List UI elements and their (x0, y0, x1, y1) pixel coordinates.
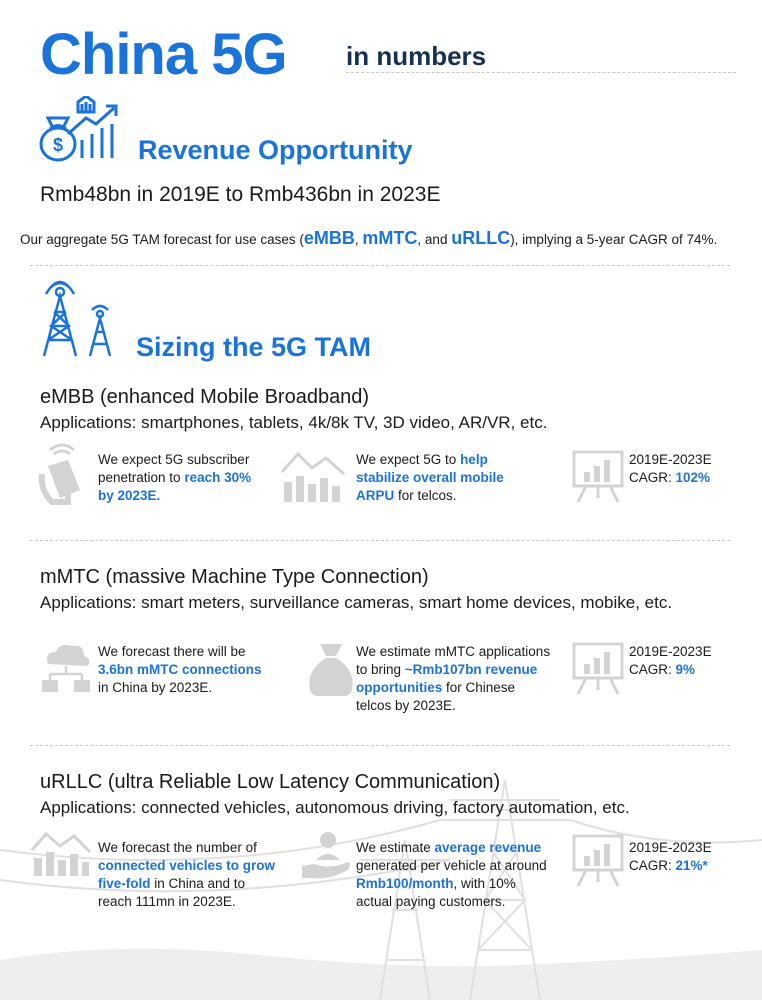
presentation-board-icon (570, 640, 626, 696)
embb-cagr-value: 102% (675, 470, 711, 485)
embb-applications: Applications: smartphones, tablets, 4k/8k TV, 3D video, AR/VR, etc. (40, 413, 548, 432)
page-subtitle: in numbers (346, 41, 487, 71)
mmtc-label: mMTC (362, 228, 418, 248)
mmtc-connections-text: We forecast there will be 3.6bn mMTC connections in China by 2023E. (98, 644, 262, 695)
presentation-board-icon (570, 448, 626, 504)
urllc-applications: Applications: connected vehicles, autonomous driving, factory automation, etc. (40, 798, 630, 817)
sizing-heading: Sizing the 5G TAM (136, 332, 371, 362)
mmtc-cagr: 2019E-2023E CAGR: 9% (629, 644, 712, 677)
bar-chart-trend-icon (30, 830, 92, 878)
section-divider (30, 540, 730, 541)
money-bag-growth-icon (38, 96, 122, 164)
embb-arpu-text: We expect 5G to help stabilize overall mobile ARPU for telcos. (356, 452, 504, 503)
cloud-network-icon (40, 640, 92, 700)
embb-title: eMBB (enhanced Mobile Broadband) (40, 386, 370, 408)
section-divider (30, 265, 730, 266)
header-divider (346, 72, 736, 73)
embb-cagr: 2019E-2023E CAGR: 102% (629, 452, 712, 485)
urllc-cagr: 2019E-2023E CAGR: 21%* (629, 840, 712, 873)
svg-text:$: $ (52, 135, 64, 155)
smartphone-hand-icon (38, 440, 94, 506)
mmtc-cagr-value: 9% (675, 662, 696, 677)
urllc-cagr-value: 21%* (675, 858, 708, 873)
section-divider (30, 745, 730, 746)
cell-tower-icon (34, 280, 124, 358)
embb-penetration-text: We expect 5G subscriber penetration to reach 30% by 2023E. (98, 452, 252, 503)
revenue-heading: Revenue Opportunity (138, 135, 413, 165)
mmtc-title: mMTC (massive Machine Type Connection) (40, 566, 429, 588)
urllc-title: uRLLC (ultra Reliable Low Latency Communication) (40, 771, 501, 793)
urllc-revenue-text: We estimate average revenue generated per vehicle at around Rmb100/month, with 10% actual paying customers. (356, 840, 547, 909)
revenue-headline: Rmb48bn in 2019E to Rmb436bn in 2023E (40, 183, 441, 206)
embb-label: eMBB (303, 228, 355, 248)
presentation-board-icon (570, 832, 626, 888)
tam-forecast-text: Our aggregate 5G TAM forecast for use cases (eMBB, mMTC, and uRLLC), implying a 5-year CAGR of 74%. (20, 228, 718, 248)
page-title: China 5G (40, 22, 287, 87)
urllc-vehicles-text: We forecast the number of connected vehicles to grow five-fold in China and to reach 111mn in 2023E. (98, 840, 276, 909)
mmtc-revenue-text: We estimate mMTC applications to bring ~Rmb107bn revenue opportunities for Chinese telcos by 2023E. (356, 644, 551, 713)
money-bag-icon (306, 640, 356, 698)
mmtc-applications: Applications: smart meters, surveillance cameras, smart home devices, mobike, etc. (40, 593, 673, 612)
hand-user-icon (300, 830, 354, 882)
bar-chart-trend-icon (280, 448, 348, 504)
urllc-label: uRLLC (451, 228, 511, 248)
